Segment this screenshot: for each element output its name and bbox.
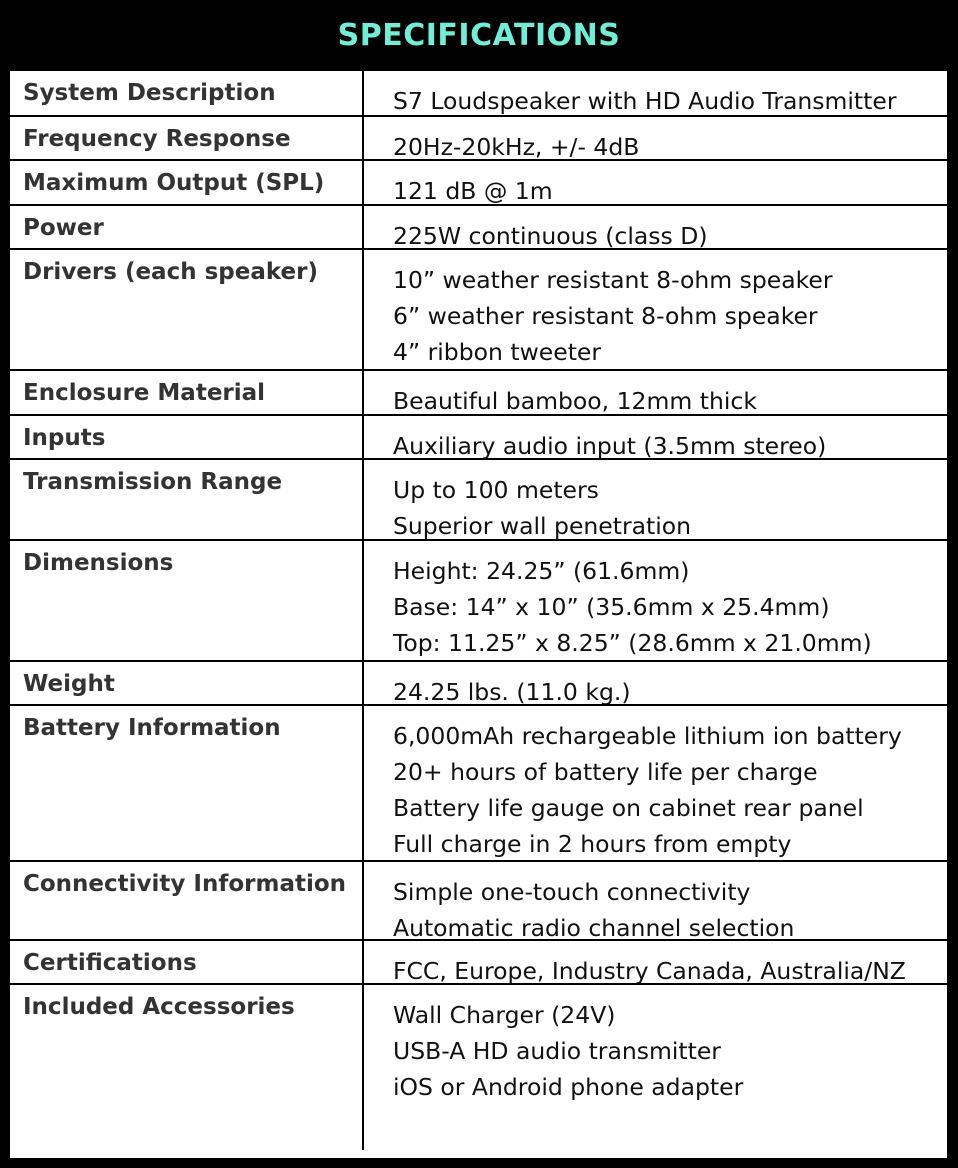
- spec-value-line: iOS or Android phone adapter: [393, 1073, 744, 1101]
- spec-value-line: Up to 100 meters: [393, 476, 599, 504]
- spec-label: Dimensions: [10, 541, 364, 662]
- page-title: SPECIFICATIONS: [337, 17, 621, 53]
- spec-value-line: Wall Charger (24V): [393, 1001, 616, 1029]
- spec-value-line: Superior wall penetration: [393, 512, 692, 540]
- spec-value-line: 4” ribbon tweeter: [393, 338, 602, 366]
- spec-value-line: 10” weather resistant 8-ohm speaker: [393, 266, 833, 294]
- spec-value: [364, 662, 947, 706]
- spec-label: Certifications: [10, 941, 364, 985]
- spec-value: [364, 460, 947, 541]
- spec-value-line: 20+ hours of battery life per charge: [393, 758, 818, 786]
- spec-label: Maximum Output (SPL): [10, 161, 364, 206]
- specifications-table: [10, 71, 947, 1158]
- spec-value: [364, 117, 947, 161]
- spec-label: Battery Information: [10, 706, 364, 862]
- spec-value-line: 24.25 lbs. (11.0 kg.): [393, 678, 631, 706]
- spec-value: [364, 862, 947, 941]
- spec-value-line: S7 Loudspeaker with HD Audio Transmitter: [393, 87, 897, 115]
- spec-label: Included Accessories: [10, 985, 364, 1150]
- spec-value: [364, 706, 947, 862]
- spec-value-line: Full charge in 2 hours from empty: [393, 830, 792, 858]
- spec-value-line: 121 dB @ 1m: [393, 177, 553, 205]
- spec-value-line: 225W continuous (class D): [393, 222, 708, 250]
- spec-value-line: Auxiliary audio input (3.5mm stereo): [393, 432, 827, 460]
- spec-value-line: 6,000mAh rechargeable lithium ion battery: [393, 722, 902, 750]
- spec-value: [364, 541, 947, 662]
- spec-value: [364, 416, 947, 460]
- spec-label: Enclosure Material: [10, 371, 364, 416]
- spec-value: [364, 985, 947, 1150]
- spec-label: System Description: [10, 71, 364, 117]
- spec-value: [364, 71, 947, 117]
- spec-label: Weight: [10, 662, 364, 706]
- spec-label: Drivers (each speaker): [10, 250, 364, 371]
- spec-value-line: Battery life gauge on cabinet rear panel: [393, 794, 864, 822]
- spec-value: [364, 206, 947, 250]
- spec-value: [364, 161, 947, 206]
- spec-label: Inputs: [10, 416, 364, 460]
- spec-value: [364, 250, 947, 371]
- spec-value-line: Simple one-touch connectivity: [393, 878, 751, 906]
- spec-value-line: Base: 14” x 10” (35.6mm x 25.4mm): [393, 593, 830, 621]
- spec-value-line: Height: 24.25” (61.6mm): [393, 557, 690, 585]
- spec-value: [364, 371, 947, 416]
- spec-value-line: Top: 11.25” x 8.25” (28.6mm x 21.0mm): [393, 629, 872, 657]
- spec-label: Power: [10, 206, 364, 250]
- spec-label: Frequency Response: [10, 117, 364, 161]
- spec-value-line: Automatic radio channel selection: [393, 914, 795, 941]
- spec-value-line: USB-A HD audio transmitter: [393, 1037, 721, 1065]
- spec-value-line: 20Hz-20kHz, +/- 4dB: [393, 133, 640, 161]
- spec-label: Transmission Range: [10, 460, 364, 541]
- spec-value: [364, 941, 947, 985]
- spec-label: Connectivity Information: [10, 862, 364, 941]
- spec-value-line: FCC, Europe, Industry Canada, Australia/NZ: [393, 957, 906, 985]
- spec-value-line: Beautiful bamboo, 12mm thick: [393, 387, 757, 415]
- spec-value-line: 6” weather resistant 8-ohm speaker: [393, 302, 818, 330]
